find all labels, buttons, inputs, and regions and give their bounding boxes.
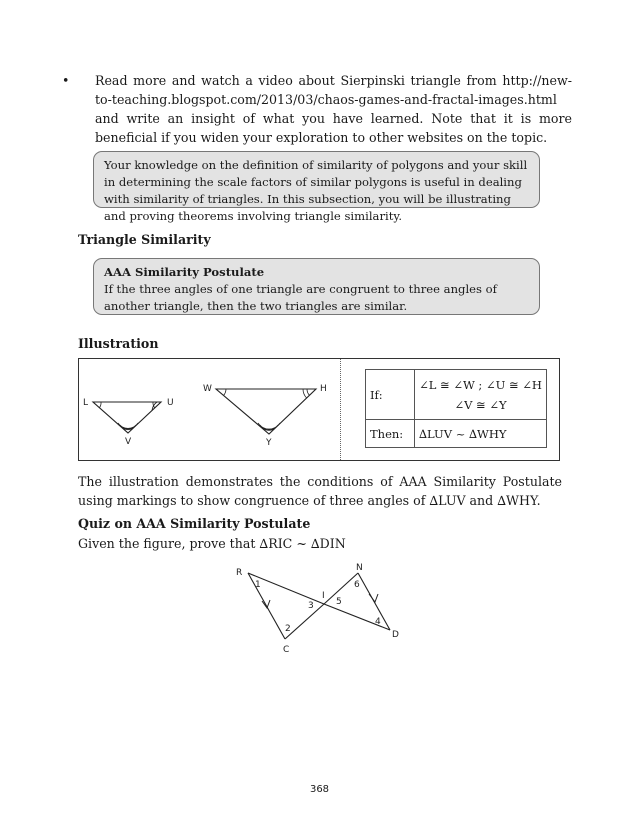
bullet-text: Read more and watch a video about Sierpinski triangle from http://new-to-teaching.blogspot.com/2013/03/chaos-games-and-fractal-images.html and write an insight of what you have learned. Note that it is more beneficial if you widen your exploration to other websites on the topic.	[95, 73, 572, 145]
illustration-box	[78, 358, 560, 461]
if-label: If:	[366, 370, 415, 420]
point-d-label: D	[392, 630, 399, 640]
angle-label-1: 1	[255, 580, 261, 590]
point-c-label: C	[283, 645, 290, 655]
vertex-u-label: U	[167, 398, 174, 408]
quiz-heading: Quiz on AAA Similarity Postulate	[78, 516, 311, 531]
postulate-text: If the three angles of one triangle are congruent to three angles of another triangle, then the two triangles are similar.	[104, 282, 497, 313]
angle-label-5: 5	[336, 597, 342, 607]
point-i-label: I	[322, 591, 325, 601]
illustration-paragraph: The illustration demonstrates the conditions of AAA Similarity Postulate using markings to show congruence of three angles of ∆LUV and ∆WHY.	[78, 474, 562, 508]
vertex-v-label: V	[125, 437, 132, 447]
illustration-heading: Illustration	[78, 336, 159, 351]
if-line-1: ∠L ≅ ∠W ; ∠U ≅ ∠H	[419, 377, 542, 392]
segment-ci	[285, 604, 324, 639]
angle-mark-h2	[303, 389, 307, 398]
page-number: 368	[309, 784, 330, 795]
then-label: Then:	[366, 420, 415, 448]
postulate-callout	[93, 258, 540, 315]
angle-mark-w	[224, 389, 227, 396]
angle-mark-h1	[307, 389, 310, 395]
illustration-divider	[340, 359, 341, 460]
segment-rc	[248, 573, 285, 639]
postulate-title: AAA Similarity Postulate	[104, 265, 265, 279]
if-conditions	[415, 370, 547, 420]
quiz-figure	[230, 560, 410, 660]
angle-mark-l	[100, 402, 102, 408]
vertex-h-label: H	[320, 384, 327, 394]
parallel-arrow-nd	[369, 594, 378, 602]
bullet-item	[62, 71, 572, 147]
triangle-similarity-heading: Triangle Similarity	[78, 232, 211, 247]
vertex-w-label: W	[203, 384, 212, 394]
intro-callout-text: Your knowledge on the definition of similarity of polygons and your skill in determining the scale factors of similar polygons is useful in dealing with similarity of triangles. In this subsection, you will be illustrating and proving theorems involving triangle similarity.	[104, 158, 528, 223]
vertex-y-label: Y	[266, 438, 272, 448]
triangle-why	[216, 389, 316, 434]
if-then-table	[365, 369, 547, 448]
angle-label-6: 6	[354, 580, 360, 590]
if-line-2: ∠V ≅ ∠Y	[454, 397, 507, 412]
quiz-prompt: Given the figure, prove that ∆RIC ~ ∆DIN	[78, 536, 346, 551]
point-n-label: N	[356, 563, 363, 573]
angle-label-4: 4	[375, 617, 381, 627]
point-r-label: R	[236, 568, 243, 578]
angle-label-2: 2	[285, 624, 291, 634]
angle-label-3: 3	[308, 601, 314, 611]
vertex-l-label: L	[83, 398, 89, 408]
bullet-marker: •	[62, 73, 70, 88]
then-value: ∆LUV ~ ∆WHY	[415, 420, 547, 448]
similar-triangles-figure	[79, 359, 341, 459]
intro-callout	[93, 151, 540, 223]
